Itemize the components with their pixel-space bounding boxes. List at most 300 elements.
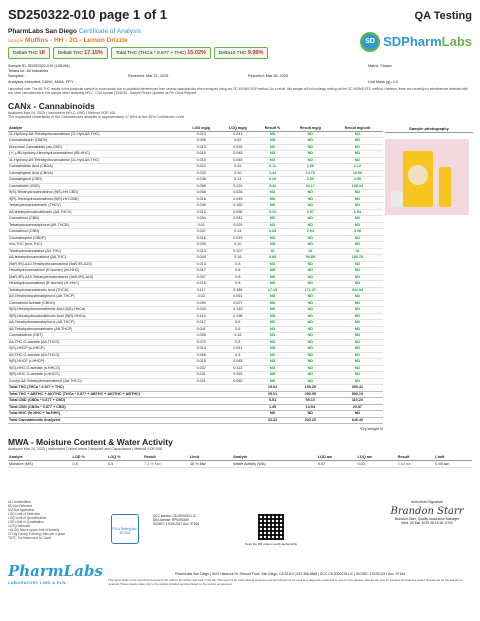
table-cell: ND <box>332 216 383 223</box>
qr-caption: Scan the QR code to verify authenticity <box>245 542 297 546</box>
table-cell: Moisture (MS) <box>8 460 72 467</box>
table-cell: 0.015 <box>183 157 219 164</box>
table-cell: ND <box>256 313 289 320</box>
table-cell: 0.049 <box>219 235 256 242</box>
table-cell: 0.013 <box>183 261 219 268</box>
table-cell: exo-THC (exo-THC) <box>8 242 183 249</box>
table-cell: 14.94 <box>289 404 332 411</box>
column-header: LOQ aw <box>356 455 396 461</box>
coa-label: Certificate of Analysis <box>78 28 141 35</box>
table-cell: Δ8-tetrahydrocannabinol (Δ8-THC) <box>8 255 183 262</box>
table-cell: 0.117 <box>183 287 219 294</box>
table-cell: 0.198 <box>219 313 256 320</box>
table-cell: 0.140 <box>219 307 256 314</box>
table-cell: ND <box>289 281 332 288</box>
table-cell: Δ9-THC-O-acetate (Δ9-THCO) <box>8 352 183 359</box>
column-header: Limit <box>434 455 472 461</box>
table-cell: 99.89 <box>289 255 332 262</box>
table-cell: 0.01 <box>183 222 219 229</box>
table-cell: 11-Hydroxy-Δ9-Tetrahydrocannabinol (11-Hyd-Δ9-THC) <box>8 157 183 164</box>
table-cell: ND <box>256 203 289 210</box>
sample-meta: Sample ID: SD250322-010 (158156) Matrix: Flower Tested for: All Industries Sampled: - Received: Mar 21, 2025 Reported: Mar 26, 2025 Analyses executed: CANX, MWA, PPY Unit Mass (g): 2.0 Laboratory note: The AB THC results in this particular sample is inconclusive due to potential interferences from several cannabinoids when analyzed using our GC-MS/MS SOP method. As a result, this sample will not undergo testing via the GC MS/MS EPC method. However, there are currently no interferences detected with any other cannabinoids in this sample when analyzing HPLC. COA Update (3/26/25) - Sample Picture Updated as Per Client Request <box>8 64 472 95</box>
table-cell: ND <box>256 131 289 138</box>
table-cell: ND <box>256 281 289 288</box>
table-cell: 300.41 <box>332 385 383 392</box>
table-cell: Abnormal Cannabidiol (ab-CBD) <box>8 144 183 151</box>
mwa-title: MWA - Moisture Content & Water Activity <box>8 437 173 447</box>
qa-label: QA Testing <box>414 10 472 22</box>
table-cell: Cannabidivarin (CBDV) <box>8 138 183 145</box>
table-cell: 0.033 <box>183 170 219 177</box>
table-cell: 0.14 <box>219 229 256 236</box>
table-cell: 2.12 <box>332 164 383 171</box>
table-cell: ND <box>256 300 289 307</box>
table-cell: ND <box>332 359 383 366</box>
table-cell: Δ8-THC-O-acetate (Δ8-THCO) <box>8 339 183 346</box>
table-cell: ND <box>256 222 289 229</box>
table-cell: ND <box>289 203 332 210</box>
disclaimer: This report shall not be reproduced except in full, without the written approval of the lab. This report is for informational purposes only and should not be used as a diagnosis, treatment or cure for any disease. Results are only for samples and batches tested. Results are for the sample as received. These results relate only to the sample included and are based on the sample as received. <box>108 578 463 586</box>
signature-block: Authorized Signature Brandon Starr Brandon Starr, Quality Assurance Manager Wed, 26 Mar 2025 08:19:18 -0700 <box>382 500 472 526</box>
table-cell: ND <box>289 235 332 242</box>
table-cell: ND <box>332 313 383 320</box>
table-cell: ND <box>332 320 383 327</box>
table-cell: 1.94 <box>332 209 383 216</box>
table-cell: 4.95 <box>332 177 383 184</box>
table-cell: 0.029 <box>219 222 256 229</box>
table-cell: ND <box>289 196 332 203</box>
table-cell: 0.52 aw <box>397 460 435 467</box>
cannabinoid-table <box>8 122 383 424</box>
table-cell: 0.012 <box>183 209 219 216</box>
table-cell: 2.50 <box>289 177 332 184</box>
table-cell: ND <box>256 190 289 197</box>
table-cell: 0.008 <box>183 190 219 197</box>
table-cell: 0.229 <box>219 183 256 190</box>
table-cell: ND <box>332 300 383 307</box>
table-cell: ND <box>289 261 332 268</box>
table-cell: ND <box>256 339 289 346</box>
table-cell: 0.65 aw <box>434 460 472 467</box>
table-cell: 0.02 <box>183 294 219 301</box>
table-cell: 1.44 <box>256 170 289 177</box>
sample-name: Muffins - HH - 2G - Lemon Drizzle <box>25 37 128 44</box>
table-cell: 9(S)-HHC-O-acetate (s-HHCO) <box>8 365 183 372</box>
table-cell: ND <box>256 216 289 223</box>
table-cell: 0.017 <box>183 268 219 275</box>
table-cell: UI <box>332 248 383 255</box>
table-cell: 0.015 <box>183 151 219 158</box>
cup-image <box>391 191 403 207</box>
table-cell: 55.10 <box>289 398 332 405</box>
table-cell: 0.02 <box>219 138 256 145</box>
column-header: LOD aw <box>317 455 357 461</box>
table-cell: 0.013 <box>183 346 219 353</box>
table-cell: ND <box>289 216 332 223</box>
summary-pills <box>8 47 268 59</box>
table-cell: 500.19 <box>332 391 383 398</box>
table-cell: 11-Hydroxy-Δ8-Tetrahydrocannabinol (11-Hyd-Δ8-THC) <box>8 131 183 138</box>
table-cell: ND <box>256 242 289 249</box>
table-cell: Δ9-Tetrahydrocannabiphorol (Δ9-THCP) <box>8 294 183 301</box>
table-cell: ND <box>332 190 383 197</box>
table-cell: ND <box>256 261 289 268</box>
table-cell: ND <box>332 411 383 418</box>
table-cell: Cannabicyclol (CBDP) <box>8 235 183 242</box>
table-cell: ND <box>332 307 383 314</box>
photo-label: Sample photography <box>385 124 473 133</box>
column-header: Limit <box>189 455 232 461</box>
table-cell: 0.25 <box>256 177 289 184</box>
table-cell: Hexahydrocannabinol (R Isomer) (9r-HHC) <box>8 281 183 288</box>
table-cell: ND <box>289 378 332 385</box>
table-cell: ND <box>289 131 332 138</box>
table-cell: 0.6 <box>219 326 256 333</box>
column-header: Result <box>397 455 435 461</box>
table-cell: ND <box>256 157 289 164</box>
table-cell: 0.97 <box>289 209 332 216</box>
table-cell: ND <box>256 196 289 203</box>
canx-analyzed: Analyzed Mar 24, 2025 | Instrument HPLC-VWD | Method SOP-001 <box>8 110 116 115</box>
table-cell: ND <box>332 378 383 385</box>
table-cell: ND <box>332 261 383 268</box>
table-cell: ND <box>256 359 289 366</box>
table-cell: Tetrahydrocannabinol (Δ9-THC) <box>8 248 183 255</box>
table-cell: 0.8 <box>219 352 256 359</box>
table-cell: 646.40 <box>332 417 383 424</box>
table-cell: 0.110 <box>183 313 219 320</box>
table-cell: 29.87 <box>332 404 383 411</box>
table-cell: ND <box>332 333 383 340</box>
pill-total-thc: Total THC (THCa * 0.877 + THC) 15.02% <box>111 47 211 59</box>
table-cell: ND <box>256 346 289 353</box>
table-cell: 0.036 <box>219 209 256 216</box>
table-cell: ND <box>256 326 289 333</box>
table-cell: 0.03 <box>356 460 396 467</box>
table-cell: ND <box>289 138 332 145</box>
table-cell: 0.000 <box>183 242 219 249</box>
table-cell: ND <box>256 268 289 275</box>
table-cell: ND <box>289 359 332 366</box>
table-cell: 171.37 <box>289 287 332 294</box>
table-cell: ND <box>332 372 383 379</box>
table-cell: ND <box>332 235 383 242</box>
table-cell: ND <box>289 157 332 164</box>
table-cell: (9aR,9R)-Δ10-Tetrahydrocannabinol (9aR,9R)-Δ10) <box>8 274 183 281</box>
table-cell: 0.061 <box>219 294 256 301</box>
table-cell: 5.42 <box>256 183 289 190</box>
table-cell: 0.045 <box>219 151 256 158</box>
table-cell: 0.013 <box>183 144 219 151</box>
table-cell: 0.16 <box>219 255 256 262</box>
table-cell: 54.17 <box>289 183 332 190</box>
table-cell: 2.04 <box>289 229 332 236</box>
table-cell: Total CBG (CBGa * 0.877 + CBG) <box>8 404 183 411</box>
table-cell: 0.162 <box>219 203 256 210</box>
package-image <box>403 151 433 207</box>
table-cell: 0.049 <box>183 203 219 210</box>
column-header: Analyte <box>8 122 183 131</box>
table-cell: 0.16 <box>219 333 256 340</box>
table-cell: 0.043 <box>183 307 219 314</box>
table-cell: ND <box>332 131 383 138</box>
table-cell: 0.8 <box>219 281 256 288</box>
table-cell: ND <box>289 346 332 353</box>
table-cell: ND <box>256 138 289 145</box>
table-cell: 0.017 <box>183 320 219 327</box>
table-cell: 0.021 <box>183 378 219 385</box>
mwa-analyzed: Analyzed Mar 24, 2025 | Instrument Chilled-mirror Dewpoint and Capacitance | Method SOP-008 <box>8 447 163 451</box>
table-cell: 0.6 <box>219 320 256 327</box>
table-cell: Cannabigerol Acid (CBGA) <box>8 170 183 177</box>
pill-delta8: Delta8 THC 17.15% <box>53 47 108 59</box>
table-cell: 0.041 <box>183 326 219 333</box>
table-cell: 0.10 <box>219 242 256 249</box>
table-cell: ND <box>289 333 332 340</box>
table-cell: 1.49 <box>256 404 289 411</box>
table-cell: 0.016 <box>183 281 219 288</box>
table-cell: ND <box>256 235 289 242</box>
table-cell: 0.026 <box>219 190 256 197</box>
table-cell: 14.76 <box>289 170 332 177</box>
sdpharmlabs-logo: SD SDPharmLabs <box>360 24 472 59</box>
qr-code[interactable] <box>258 514 284 540</box>
table-cell: 0.048 <box>183 177 219 184</box>
table-cell: 0.041 <box>219 131 256 138</box>
table-cell: Tetrahydrocannabinolic Acid (THCA) <box>8 287 183 294</box>
canx-uncertainty: The expanded Uncertainty of the Cannabinoids analysis is approximately ±7.89% at the 95% Confidence Level <box>8 115 185 120</box>
table-cell: 9(R)-HHC-O-acetate (r-HHCO) <box>8 372 183 379</box>
table-cell: 0.15 <box>219 164 256 171</box>
table-cell: Total CBD (CBDa * 0.877 + CBD) <box>8 398 183 405</box>
report-title: SD250322-010 page 1 of 1 <box>8 7 167 22</box>
table-cell: (+/-)-9B-hydroxy-Hexahydrocannabinol (9B-HHC) <box>8 151 183 158</box>
table-cell: 0.8 <box>219 268 256 275</box>
table-cell: 9(S)-Tetrahydrocannabinol (9(S)-HH CBD) <box>8 190 183 197</box>
table-cell: Tetrahydrocannabivarin (THCV) <box>8 203 183 210</box>
table-cell: 0.093 <box>219 372 256 379</box>
table-cell: ND <box>289 190 332 197</box>
table-cell: 0.042 <box>219 216 256 223</box>
table-cell: 0.009 <box>183 300 219 307</box>
table-cell: ND <box>289 307 332 314</box>
column-header: Result <box>143 455 189 461</box>
table-cell: ND <box>289 144 332 151</box>
table-cell: ND <box>332 365 383 372</box>
table-cell: Total HHC (9r-HHC + 9s-HHC) <box>8 411 183 418</box>
table-cell: 29.56 <box>332 170 383 177</box>
table-cell: ND <box>332 222 383 229</box>
canx-title: CANx - Cannabinoids <box>8 100 95 111</box>
table-cell: 0.8 <box>219 261 256 268</box>
table-cell: 15 % Mw <box>189 460 232 467</box>
column-header: Analyte <box>8 455 72 461</box>
table-cell: 0.005 <box>183 333 219 340</box>
report-header <box>8 0 472 22</box>
table-cell: 150.25 <box>289 385 332 392</box>
signature: Brandon Starr <box>390 506 464 518</box>
table-cell: ND <box>289 365 332 372</box>
table-cell: ND <box>256 365 289 372</box>
pill-delta9: Delta9 THC UI <box>8 47 50 59</box>
column-header: Analyte <box>232 455 317 461</box>
table-cell: ND <box>332 157 383 164</box>
table-cell: 0.006 <box>183 138 219 145</box>
table-cell: ND <box>332 151 383 158</box>
table-cell: ND <box>256 372 289 379</box>
table-cell: ND <box>289 151 332 158</box>
table-cell: ND <box>256 333 289 340</box>
table-cell: 0.023 <box>183 164 219 171</box>
table-cell: 7.2 % Mw <box>143 460 189 467</box>
table-cell: 32.32 <box>256 417 289 424</box>
table-cell: ND <box>332 294 383 301</box>
lab-note: Laboratory note: The AB THC results in this particular sample is inconclusive due to potential interferences from several cannabinoids when analyzed using our GC-MS/MS SOP method. As a result, this sample will not undergo testing via the GC MS/MS EPC method. However, there are currently no interferences detected with any other cannabinoids in this sample when analyzing HPLC. COA Update (3/26/25) - Sample Picture Updated as Per Client Request <box>8 86 468 95</box>
table-cell <box>183 417 219 424</box>
table-cell: 0.062 <box>219 378 256 385</box>
bottle-image <box>439 167 451 207</box>
table-cell: 0.015 <box>183 359 219 366</box>
table-cell: 250.09 <box>289 391 332 398</box>
table-cell: ND <box>256 352 289 359</box>
table-cell: 0.004 <box>183 216 219 223</box>
table-cell: 0.047 <box>183 229 219 236</box>
table-cell: ND <box>289 352 332 359</box>
table-cell: 4.08 <box>332 229 383 236</box>
table-cell: ND <box>256 151 289 158</box>
moisture-table <box>8 455 472 468</box>
table-cell: 0.013 <box>183 131 219 138</box>
table-cell: 0.11 <box>256 164 289 171</box>
table-cell: ND <box>289 411 332 418</box>
table-cell: 0.049 <box>219 196 256 203</box>
column-header: Result mg/unit <box>332 122 383 131</box>
sample-prefix: Sample <box>8 38 24 43</box>
table-cell: 0.031 <box>183 372 219 379</box>
accreditation-badge: PJLA Testing Acc. #97043 <box>111 514 139 544</box>
dry-weight-note: *Dry Weight % <box>359 427 383 431</box>
table-cell: 0.107 <box>219 248 256 255</box>
table-cell: 17.15 <box>256 287 289 294</box>
table-cell: Total Cannabinoids Analyzed <box>8 417 183 424</box>
table-cell: 9(R)-Hexahydrocannabinolic Acid (9(R)-HHCa) <box>8 313 183 320</box>
table-cell: ND <box>332 352 383 359</box>
table-cell: 0.8 <box>219 274 256 281</box>
table-cell: ND <box>256 294 289 301</box>
table-cell: 25.01 <box>256 391 289 398</box>
table-row <box>8 460 472 467</box>
table-cell: 0.041 <box>219 346 256 353</box>
table-cell: 0.10 <box>256 209 289 216</box>
table-cell: 110.20 <box>332 398 383 405</box>
table-cell: ND <box>332 326 383 333</box>
table-cell: ND <box>332 138 383 145</box>
table-cell: 0.5 <box>107 460 143 467</box>
pill-delta10: Delta10 THC 9.99% <box>214 47 269 59</box>
table-cell: 199.78 <box>332 255 383 262</box>
table-cell: 0.10 <box>219 170 256 177</box>
table-cell: ND <box>289 268 332 275</box>
table-cell: (9aR,9S)-Δ10-Tetrahydrocannabinol (9aR,9S-Δ10) <box>8 261 183 268</box>
table-cell: ND <box>332 339 383 346</box>
table-cell: ND <box>289 320 332 327</box>
lab-name: PharmLabs San Diego Certificate of Analysis <box>8 28 141 35</box>
table-cell: 0.016 <box>183 235 219 242</box>
table-cell: Tetrahydrocannabiphorol (Δ9-THCB) <box>8 222 183 229</box>
table-cell: 0.069 <box>183 183 219 190</box>
table-cell: 0.044 <box>183 255 219 262</box>
logo-icon: SD <box>360 32 380 52</box>
table-cell: ND <box>289 313 332 320</box>
table-cell: 0.5 <box>72 460 108 467</box>
table-cell: ND <box>256 274 289 281</box>
table-cell: ND <box>289 274 332 281</box>
table-cell: ND <box>332 144 383 151</box>
footer <box>8 500 472 586</box>
table-cell: ND <box>332 196 383 203</box>
table-cell: 9(S)-Hexahydrocannabinolic Acid (9(S)-HHCa) <box>8 307 183 314</box>
table-cell: 0.070 <box>183 339 219 346</box>
table-cell: ND <box>256 307 289 314</box>
table-cell: 0.14 <box>219 177 256 184</box>
table-cell: Water Activity (WA) <box>232 460 317 467</box>
table-cell: 0.037 <box>183 365 219 372</box>
table-cell: 0.039 <box>219 144 256 151</box>
table-cell: 0.007 <box>183 274 219 281</box>
table-cell: Total THC (THCa * 0.877 + THC) <box>8 385 183 392</box>
table-cell: Δ8-Tetrahydrocannabivarin (Δ8-THCP) <box>8 326 183 333</box>
table-cell <box>219 417 256 424</box>
table-cell: Cannabinol (CBN) <box>8 216 183 223</box>
table-cell: Cannabidiolic Acid (CBDA) <box>8 164 183 171</box>
table-cell: 323.20 <box>289 417 332 424</box>
table-cell: 0.112 <box>219 365 256 372</box>
sample-photo-box <box>385 124 473 215</box>
table-cell: 0.027 <box>219 300 256 307</box>
table-cell: Hexahydrocannabinol (S Isomer) (9s-HHC) <box>8 268 183 275</box>
table-cell: ND <box>256 378 289 385</box>
table-cell: 0.389 <box>219 287 256 294</box>
abbreviations: ULI Unidentified ND Not Detected N/A Not Applicable LOD Limit of Detection LOQ Limit of Quantification LOD Limit of Quantitation <LOQ Detected >ULOQ Above upper limit of linearity CFU/g Colony Forming Units per 1 gram TNTC Too Numerous to Count <box>8 500 66 540</box>
column-header: LOQ % <box>107 455 143 461</box>
sample-photo <box>385 139 469 215</box>
table-cell: 0.066 <box>183 352 219 359</box>
table-cell: 0.045 <box>219 359 256 366</box>
table-cell: Δ8-Tetrahydrocannabiphorol (Δ8-THCP) <box>8 320 183 327</box>
table-cell: 0.016 <box>183 196 219 203</box>
table-cell: ND <box>256 411 289 418</box>
column-header: LOQ mg/g <box>219 122 256 131</box>
table-cell: 3-octyl-Δ8-Tetrahydrocannabinol (Δ8-THCO) <box>8 378 183 385</box>
table-cell: ND <box>289 326 332 333</box>
column-header: Result mg/g <box>289 122 332 131</box>
table-cell: Cannabinol Acetate (CBNO) <box>8 300 183 307</box>
table-cell: UI <box>289 248 332 255</box>
table-cell: ND <box>289 222 332 229</box>
table-cell: UI <box>256 248 289 255</box>
column-header: LOD mg/g <box>183 122 219 131</box>
table-cell: ND <box>289 242 332 249</box>
table-cell: ND <box>289 372 332 379</box>
lab-address: PharmLabs San Diego | 3421 Hancock St. Second Floor, San Diego, CA 92110 | 619.356.6868 | DCC C8-0000019-LIC | ISO/IEC 17025:2017 Acc. 97164 <box>174 572 406 576</box>
table-cell: ND <box>256 320 289 327</box>
table-cell: ND <box>332 242 383 249</box>
table-cell: ND <box>332 274 383 281</box>
table-cell: Total THC + ΔBTHC + ΔIOTHC (THCa * 0.877 + ΔBTHC + ΔIOTHC + ΔBTHC) <box>8 391 183 398</box>
table-cell: 0.07 <box>317 460 357 467</box>
table-cell: ND <box>289 294 332 301</box>
table-cell: ND <box>289 339 332 346</box>
